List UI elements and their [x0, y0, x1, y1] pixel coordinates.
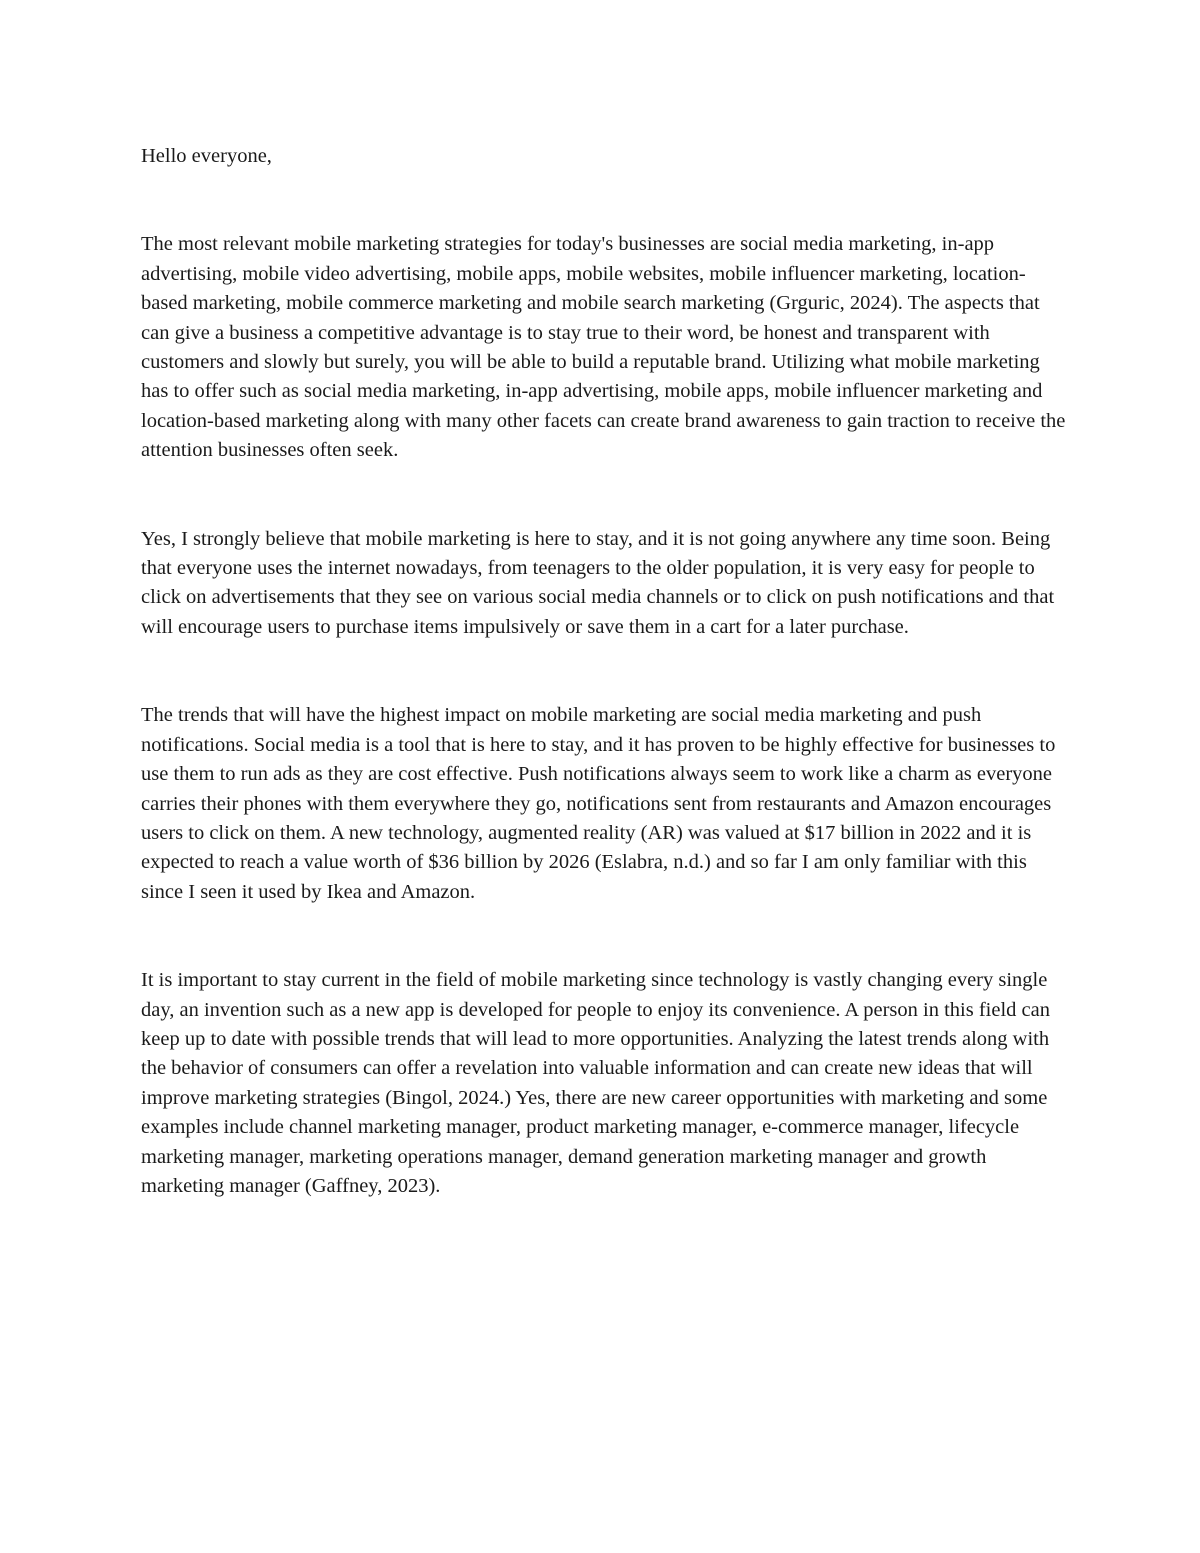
paragraph-stay-current: It is important to stay current in the field of mobile marketing since technology is vastly changing every single day, an invention such as a new app is developed for people to enjoy its convenience. A person in this field can keep up to date with possible trends that will lead to more opportunities. Analyzing the latest trends along with the behavior of consumers can offer a revelation into valuable information and can create new ideas that will improve marketing strategies (Bingol, 2024.) Yes, there are new career opportunities with marketing and some examples include channel marketing manager, product marketing manager, e-commerce manager, lifecycle marketing manager, marketing operations manager, demand generation marketing manager and growth marketing manager (Gaffney, 2023).	[141, 969, 1050, 1197]
paragraph-trends: The trends that will have the highest impact on mobile marketing are social media marketing and push notifications. Social media is a tool that is here to stay, and it has proven to be highly effective for businesses to use them to run ads as they are cost effective. Push notifications always seem to work like a charm as everyone carries their phones with them everywhere they go, notifications sent from restaurants and Amazon encourages users to click on them. A new technology, augmented reality (AR) was valued at $17 billion in 2022 and it is expected to reach a value worth of $36 billion by 2026 (Eslabra, n.d.) and so far I am only familiar with this since I seen it used by Ikea and Amazon.	[141, 704, 1056, 903]
greeting-line: Hello everyone,	[141, 145, 272, 167]
document-body	[141, 142, 1071, 1201]
paragraph-here-to-stay: Yes, I strongly believe that mobile marketing is here to stay, and it is not going anywhere any time soon. Being that everyone uses the internet nowadays, from teenagers to the older population, it is very easy for people to click on advertisements that they see on various social media channels or to click on push notifications and that will encourage users to purchase items impulsively or save them in a cart for a later purchase.	[141, 527, 1055, 638]
paragraph-strategies: The most relevant mobile marketing strategies for today's businesses are social media marketing, in-app advertising, mobile video advertising, mobile apps, mobile websites, mobile influencer marketing, location-based marketing, mobile commerce marketing and mobile search marketing (Grguric, 2024). The aspects that can give a business a competitive advantage is to stay true to their word, be honest and transparent with customers and slowly but surely, you will be able to build a reputable brand. Utilizing what mobile marketing has to offer such as social media marketing, in-app advertising, mobile apps, mobile influencer marketing and location-based marketing along with many other facets can create brand awareness to gain traction to receive the attention businesses often seek.	[141, 233, 1066, 462]
